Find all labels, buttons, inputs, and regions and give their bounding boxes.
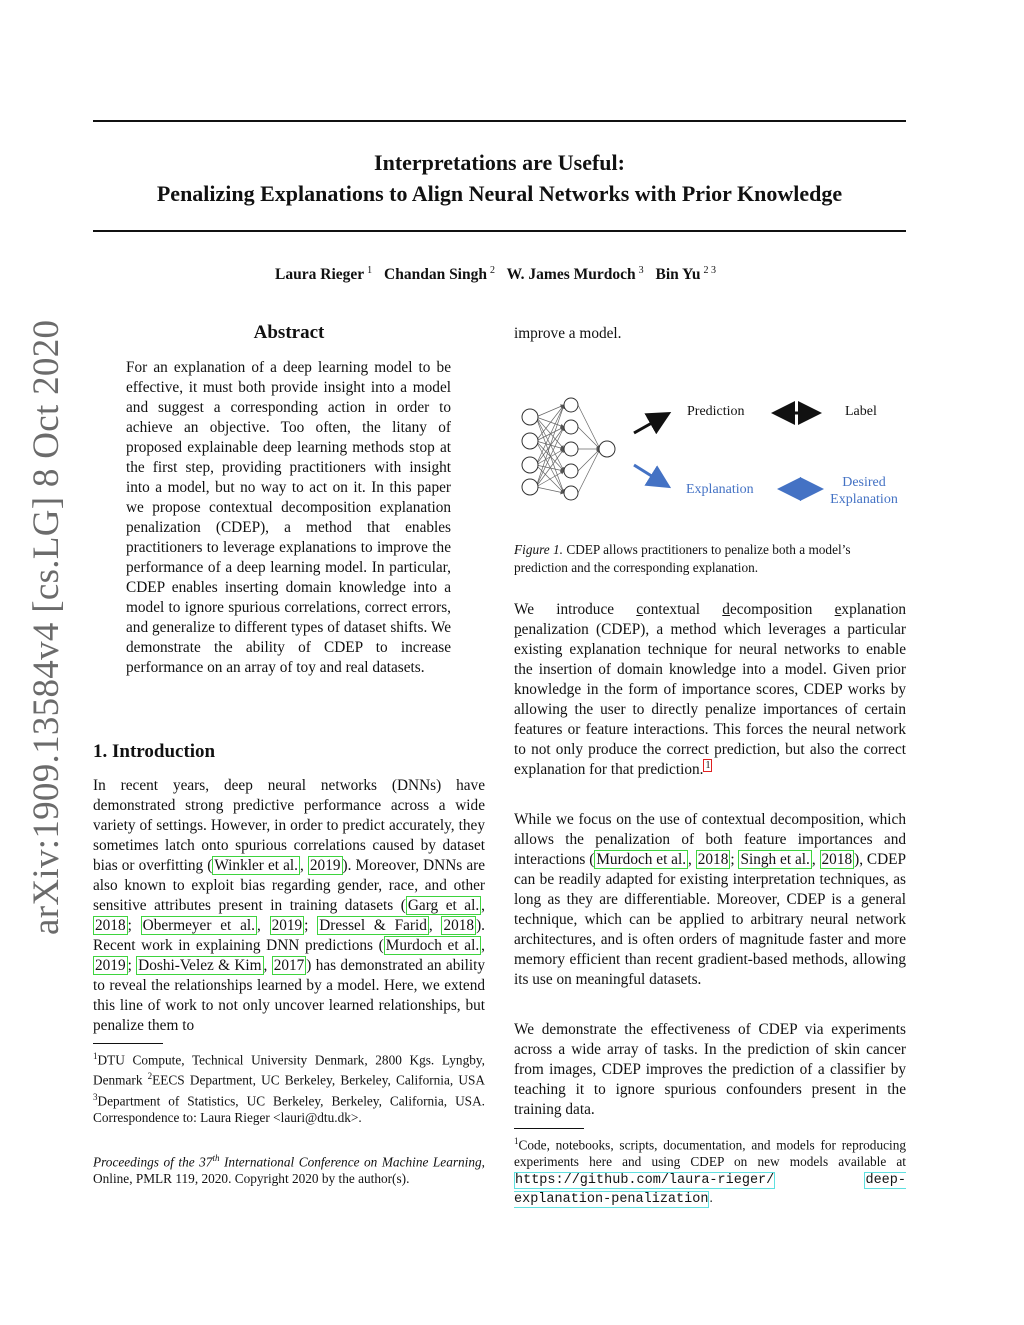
introduction-paragraph: In recent years, deep neural networks (DNNs) have demonstrated strong predictive performance across a wide variety of settings. However, in order to predict accurately, they sometimes latch onto spurious correlations caused by dataset bias or overfitting ( Winkler et al. , 2019 ). Moreover, DNNs are also known to exploit bias regarding gender, race, and other sensitive attributes present in training datasets ( Garg et al. , 2018 ; Obermeyer et al. , 2019 ; Dressel & Farid , 2018 ). Recent work in explaining DNN predictions ( Murdoch et al. , 2019 ; Doshi-Velez & Kim , 2017 ) has demonstrated an ability to reveal the relationships learned by a model. Here, we extend this line of work to not only uncover learned relationships, but penalize them to <box>93 777 486 1034</box>
citation-link[interactable]: Garg et al. <box>407 897 480 914</box>
caption-text: CDEP allows practitioners to penalize both a model’s prediction and the corresponding explanation. <box>514 542 851 575</box>
footnote-rule-right <box>514 1128 584 1129</box>
footnote-text: DTU Compute, Technical University Denmark, 2800 Kgs. Lyngby, Denmark <box>93 1052 485 1088</box>
desired-explanation-text: Explanation <box>830 492 898 507</box>
author-affiliation: 2 3 <box>703 265 716 276</box>
title-top-rule <box>93 120 906 122</box>
intro-text: ). Recent work in explaining DNN predictions ( <box>93 917 485 954</box>
intro-text: ). Moreover, DNNs are also known to exploit bias regarding gender, race, and other sensitive attributes present in training datasets ( <box>93 857 486 914</box>
body-text: ontextual <box>643 601 723 618</box>
acronym-letter: d <box>722 601 730 618</box>
body-text: xplanation <box>841 601 906 618</box>
footnote-text: EECS Department, UC Berkeley, Berkeley, California, USA <box>152 1072 485 1088</box>
footnote-marker: 3 <box>93 1091 98 1102</box>
affiliation-footnote <box>93 1048 485 1126</box>
label-text: Label <box>845 404 877 419</box>
proceedings-number: 37 <box>199 1154 213 1170</box>
footnote-ref-link[interactable]: 1 <box>705 759 711 771</box>
figure-1-caption <box>514 541 906 577</box>
citation-link[interactable]: Dressel & Farid <box>319 917 427 934</box>
abstract-text: For an explanation of a deep learning model to be effective, it must both provide insight into a model and suggest a corresponding action in order to achieve an objective. Too often, the litany of proposed explainable deep learning methods stop at the first step, providing practitioners with insight into a model, but no way to act on it. In this paper we propose contextual decomposition explanation penalization (CDEP), a method that enables practitioners to leverage explanations to improve the performance of a deep learning model. In particular, CDEP enables inserting domain knowledge into a model to ignore spurious correlations, correct errors, and generalize to different types of dataset shifts. We demonstrate the ability of CDEP to increase performance on an array of toy and real datasets. <box>126 359 451 676</box>
author-affiliation: 3 <box>638 265 644 276</box>
prediction-text: Prediction <box>687 404 745 419</box>
abstract-heading: Abstract <box>253 322 325 343</box>
citation-link[interactable]: Doshi-Velez & Kim <box>138 957 262 974</box>
citation-year-link[interactable]: 2019 <box>271 917 303 934</box>
footnote-text: Department of Statistics, UC Berkeley, Berkeley, California, USA. Correspondence to: Laura Rieger <lauri@dtu.dk>. <box>93 1093 485 1126</box>
caption-label: Figure 1. <box>514 542 563 557</box>
introduction-heading: 1. Introduction <box>93 741 216 762</box>
desired-text: Desired <box>842 475 886 490</box>
footnote-marker: 1 <box>93 1051 98 1061</box>
author-name: Bin Yu <box>655 266 701 284</box>
github-url-link-continued[interactable]: deep-explanation-penalization <box>514 1173 906 1208</box>
effectiveness-paragraph: We demonstrate the effectiveness of CDEP via experiments across a wide array of tasks. In the prediction of skin cancer from images, CDEP improves the prediction of a classifier by teaching it to ignore spurious confounders present in the training data. <box>514 1021 906 1118</box>
acronym-letter: c <box>636 601 644 618</box>
explanation-text: Explanation <box>686 482 754 497</box>
citation-year-link[interactable]: 2018 <box>443 917 475 934</box>
title-bottom-rule <box>93 230 906 232</box>
body-text: enalization (CDEP), a method which leverages a particular existing explanation technique for neural networks to enable the insertion of domain knowledge into a model. Given prior knowledge in the form of importance scores, CDEP works by allowing the user to directly penalize importances of certain features or feature interactions. This forces the neural network to not only produce the correct prediction, but also the correct explanation for that prediction. <box>514 621 906 778</box>
citation-link[interactable]: Murdoch et al. <box>385 937 480 954</box>
github-url-link[interactable]: https://github.com/laura-rieger/ <box>515 1173 775 1189</box>
proceedings-text: International Conference on Machine Learning <box>219 1154 482 1170</box>
paper-title-line1: Interpretations are Useful: <box>374 150 625 175</box>
acronym-letter: e <box>834 601 842 618</box>
citation-year-link[interactable]: 2018 <box>95 917 126 934</box>
body-text: ), CDEP can be readily adapted for existing interpretation techniques, as long as they are differentiable. Moreover, CDEP is a general technique, which can be applied to arbitrary neural network architectures, and is often orders of magnitude faster and more memory efficient than recent gradient-based methods, allowing its use on meaningful datasets. <box>514 851 906 988</box>
citation-year-link[interactable]: 2017 <box>273 957 305 974</box>
paper-title-line2: Penalizing Explanations to Align Neural Networks with Prior Knowledge <box>156 181 843 206</box>
proceedings-text: , Online, PMLR 119, 2020. Copyright 2020 by the author(s). <box>93 1154 485 1187</box>
author-affiliation: 1 <box>367 265 373 276</box>
author-name: Chandan Singh <box>384 266 487 284</box>
continued-text: improve a model. <box>514 325 622 342</box>
footnote-text: . <box>709 1190 713 1206</box>
cdep-intro-paragraph <box>514 600 906 780</box>
body-text: We introduce <box>514 601 637 618</box>
proceedings-suffix: th <box>212 1153 220 1163</box>
code-footnote <box>514 1133 906 1208</box>
intro-text: ) has demonstrated an ability to reveal the relationships learned by a model. Here, we extend this line of work to not only uncover learned relationships, but penalize them to <box>93 957 485 1034</box>
footnote-rule-left <box>93 1043 163 1044</box>
footnote-text: Code, notebooks, scripts, documentation, and models for reproducing experiments here and using CDEP on new models available at <box>514 1137 906 1170</box>
proceedings-text: Proceedings of the <box>93 1154 200 1170</box>
explanation-arrow <box>634 465 666 485</box>
body-text: While we focus on the use of contextual decomposition, which allows the penalization of both feature importances and interactions ( <box>514 811 906 868</box>
body-text: ecomposition <box>729 601 835 618</box>
author-name: W. James Murdoch <box>506 266 636 284</box>
acronym-letter: p <box>514 621 522 638</box>
cd-paragraph: While we focus on the use of contextual decomposition, which allows the penalization of both feature importances and interactions ( Murdoch et al. , 2018 ; Singh et al. , 2018 ), CDEP can be readily adapted for existing interpretation techniques, as long as they are differentiable. Moreover, CDEP is a general technique, which can be applied to arbitrary neural network architectures, and is often orders of magnitude faster and more memory efficient than recent gradient-based methods, allowing its use on meaningful datasets. <box>514 811 906 988</box>
citation-year-link[interactable]: 2019 <box>95 957 126 974</box>
footnote-marker: 1 <box>514 1136 519 1146</box>
prediction-arrow <box>634 415 666 433</box>
arxiv-stamp: arXiv:1909.13584v4 [cs.LG] 8 Oct 2020 <box>26 319 67 935</box>
footnote-marker: 2 <box>147 1071 153 1082</box>
author-affiliation: 2 <box>489 265 495 276</box>
intro-text: In recent years, deep neural networks (DNNs) have demonstrated strong predictive performance across a wide variety of settings. However, in order to predict accurately, they sometimes latch onto spurious correlations caused by dataset bias or overfitting ( <box>93 777 485 874</box>
citation-year-link[interactable]: 2019 <box>309 857 341 874</box>
author-name: Laura Rieger <box>275 266 365 284</box>
citation-link[interactable]: Winkler et al. <box>214 857 298 874</box>
citation-link[interactable]: Obermeyer et al. <box>142 917 255 934</box>
neural-network-icon <box>522 398 615 500</box>
proceedings-note <box>93 1150 485 1187</box>
author-list <box>93 265 906 284</box>
citation-link[interactable]: Murdoch et al. <box>596 851 687 868</box>
citation-year-link[interactable]: 2018 <box>821 851 853 868</box>
citation-year-link[interactable]: 2018 <box>697 851 729 868</box>
figure-1-diagram <box>510 385 910 520</box>
citation-link[interactable]: Singh et al. <box>740 851 810 868</box>
